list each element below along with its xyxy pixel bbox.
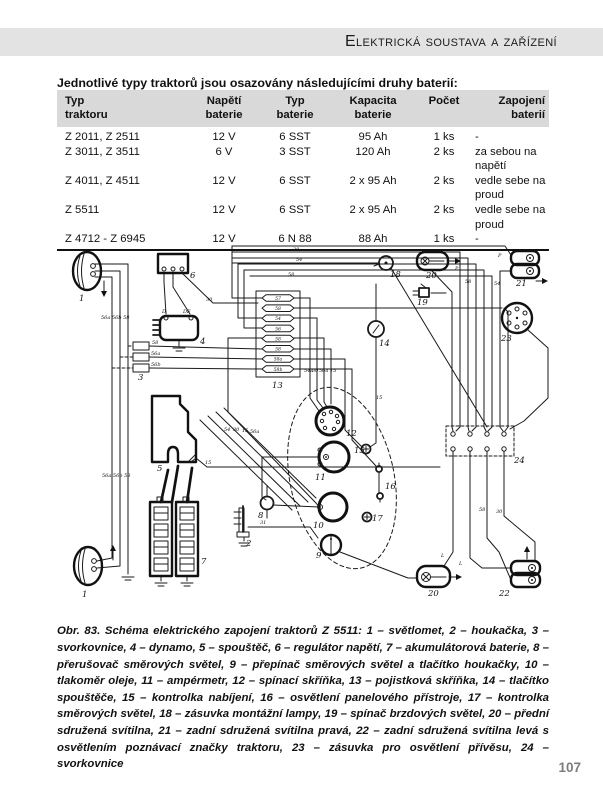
table-cell: vedle sebe na proud [475, 174, 546, 202]
wire-terminal-label: 31 [260, 520, 267, 526]
battery-table-header [57, 90, 549, 127]
column-header: Typ baterie [276, 95, 314, 121]
wire-terminal-label: L [459, 561, 463, 567]
table-cell: 1 ks [433, 131, 455, 143]
wire-terminal-label: 54a [304, 368, 314, 374]
fuse-label: 58 [275, 347, 281, 353]
table-cell: Z 4011, Z 4511 [65, 174, 140, 187]
wire-terminal-label: 15 [205, 460, 212, 466]
column-header: Napětí baterie [205, 95, 243, 121]
battery [150, 497, 198, 576]
table-cell: Z 3011, Z 3511 [65, 145, 140, 158]
component-number-label: 3 [138, 373, 144, 383]
table-cell: 12 V [212, 131, 236, 143]
component-number-label: 1 [79, 294, 85, 304]
column-header: Zapojení baterií [498, 95, 545, 121]
voltage-regulator [158, 254, 188, 273]
fuse-label: 58 [275, 306, 281, 312]
component-number-label: 24 [514, 456, 525, 466]
table-cell: Z 5511 [65, 203, 100, 216]
chapter-header-band [0, 28, 603, 56]
table-cell: Z 2011, Z 2511 [65, 131, 140, 143]
column-header: Počet [428, 95, 460, 107]
table-cell: 2 ks [433, 203, 455, 216]
component-number-label: 2 [246, 539, 252, 549]
table-row [57, 145, 549, 174]
wire-terminal-label: 30 [496, 509, 503, 515]
wire-terminal-label: 56a 56b 58 [102, 473, 131, 479]
wire-terminal-label: L [441, 553, 445, 559]
component-number-label: 15 [354, 446, 365, 456]
table-row [57, 203, 549, 232]
wire-terminal-label: 56a [319, 368, 329, 374]
table-row [57, 130, 549, 145]
table-cell: 6 SST [279, 174, 311, 187]
table-cell: 12 V [212, 174, 236, 187]
wire-terminal-labels [101, 247, 503, 567]
page-number: 107 [558, 760, 581, 775]
table-cell: 2 ks [433, 145, 455, 158]
wire-terminal-label: P [498, 253, 502, 259]
component-number-label: 21 [516, 279, 527, 289]
table-row [57, 174, 549, 203]
wire-terminal-label: 56b [151, 362, 161, 368]
wire-terminal-label: 58 [288, 272, 295, 278]
fuse-label: 56 [275, 327, 281, 333]
trailer-socket [502, 303, 532, 333]
component-number-label: 20 [426, 271, 437, 281]
component-number-label: 1 [82, 590, 88, 600]
component-number-label: 16 [385, 482, 396, 492]
fuse-box [256, 291, 300, 377]
terminal-block-3 [133, 342, 149, 372]
wire-terminal-label: D [162, 309, 167, 315]
component-number-label: 13 [272, 381, 283, 391]
table-cell: 12 V [212, 203, 236, 216]
battery-table [57, 90, 549, 251]
component-number-label: 23 [501, 334, 512, 344]
component-number-label: 12 [346, 429, 357, 439]
wire-terminal-label: 54 [494, 281, 501, 287]
component-number-label: 17 [372, 514, 383, 524]
table-cell: 6 SST [279, 203, 311, 216]
wire-terminal-label: 58 [465, 279, 472, 285]
table-cell: 12 V [212, 233, 236, 246]
table-cell: Z 4712 - Z 6945 [65, 233, 146, 246]
component-number-label: 20 [428, 589, 439, 599]
column-header: Typ traktoru [65, 95, 108, 121]
table-cell: 6 V [215, 145, 233, 158]
wire-terminal-label: 15 [376, 395, 383, 401]
table-cell: 1 ks [433, 233, 455, 246]
ground-arrow-icon [101, 291, 107, 297]
ground-arrow-icon [524, 546, 530, 552]
table-cell: 2 x 95 Ah [349, 174, 397, 187]
starter-button [368, 321, 384, 337]
turn-signal-switch [321, 535, 341, 555]
table-cell: 2 ks [433, 174, 455, 187]
ground-arrow-icon [542, 278, 548, 284]
table-cell: za sebou na napětí [475, 145, 537, 173]
chapter-title: Elektrická soustava a zařízení [344, 33, 557, 50]
component-number-label: 18 [390, 270, 401, 280]
table-cell: 120 Ah [355, 145, 391, 158]
wire-terminal-label: 56a [250, 429, 260, 435]
fuse-label: 58a [273, 357, 283, 363]
wire-terminal-label: 58 [479, 507, 486, 513]
component-number-label: 6 [190, 271, 196, 281]
wire-terminal-label: 30 [312, 368, 319, 374]
table-cell: 6 N 88 [278, 233, 312, 246]
table-cell: 95 Ah [358, 131, 388, 143]
rear-lamp-left [511, 561, 540, 587]
turn-indicator-lamp [363, 513, 372, 522]
fuse-label: 54 [275, 317, 281, 323]
panel-light [376, 463, 383, 502]
fuse-label: 58 [275, 337, 281, 343]
battery-table-body [57, 127, 549, 249]
table-cell: vedle sebe na proud [475, 203, 546, 231]
ground-arrow-icon [456, 574, 462, 580]
wire-terminal-label: P [455, 266, 459, 272]
wire-terminal-label: 30 [206, 297, 213, 303]
component-number-label: 9 [316, 551, 322, 561]
oil-pressure-gauge [318, 493, 348, 521]
table-cell: 88 Ah [358, 233, 388, 246]
instrument-panel-outline [272, 377, 412, 579]
wire-terminal-label: 54 [224, 427, 231, 433]
fuse-label: 58b [273, 367, 283, 373]
component-number-label: 7 [201, 557, 207, 567]
table-cell: 6 SST [279, 131, 311, 143]
wire-terminal-label: 56a 56b 58 [101, 315, 130, 321]
dynamo [153, 316, 198, 340]
component-number-label: 11 [315, 473, 326, 483]
component-number-label: 10 [313, 521, 324, 531]
wire-terminal-label: 15 [242, 428, 249, 434]
column-header: Kapacita baterie [349, 95, 397, 121]
wire-terminal-label: 58 [152, 340, 159, 346]
intro-sentence: Jednotlivé typy traktorů jsou osazovány následujícími druhy baterií: [57, 76, 458, 91]
table-cell: - [475, 233, 479, 246]
ground-arrow-icon [110, 545, 116, 551]
wire-terminal-label: DF [183, 309, 191, 315]
component-number-label: 5 [157, 464, 163, 474]
component-number-label: 19 [417, 298, 428, 308]
wire-terminal-label: 15 [330, 368, 337, 374]
wire-terminal-label: 56a [151, 351, 161, 357]
starter [152, 396, 196, 462]
brake-light-switch [413, 284, 429, 297]
rear-lamp-right [511, 251, 539, 278]
component-number-label: 4 [200, 337, 206, 347]
table-cell: 3 SST [279, 145, 311, 158]
ignition-switch [316, 407, 344, 435]
headlight-bottom [74, 547, 102, 585]
wiring-diagram [40, 236, 585, 614]
component-number-label: 8 [258, 511, 264, 521]
component-number-label: 14 [379, 339, 390, 349]
component-number-label: 22 [499, 589, 510, 599]
figure-caption: Obr. 83. Schéma elektrického zapojení traktorů Z 5511: 1 – světlomet, 2 – houkačka, 3 – svorkovnice, 4 – dynamo, 5 – spouštěč, 6 – regulátor napětí, 7 – akumulátorová baterie, 8 – přerušovač směrových světel, 9 – přepínač směrových světel a tlačítko houkačky, 10 – tlakoměr oleje, 11 – ampérmetr, 12 – spínací skříňka, 13 – pojistková skříňka, 14 – tlačítko spouštěče, 15 – kontrolka nabíjení, 16 – osvětlení panelového přístroje, 17 – kontrolka směrových světel, 18 – zásuvka montážní lampy, 19 – spínač brzdových světel, 20 – přední sdružená svítilna, 21 – zadní sdružená svítilna pravá, 22 – zadní sdružená svítilna levá s osvětlením poznávací značky traktoru, 23 – zásuvka pro osvětlení přívěsu, 24 – svorkovnice [57, 625, 549, 771]
table-cell: 2 x 95 Ah [349, 203, 397, 216]
fuse-label: 57 [275, 296, 281, 302]
wire-terminal-label: 54 [296, 257, 303, 263]
horn [234, 506, 249, 537]
wire-terminal-label: 30 [233, 427, 240, 433]
table-cell: - [475, 131, 479, 143]
wire-terminal-label: 30 [293, 247, 300, 253]
